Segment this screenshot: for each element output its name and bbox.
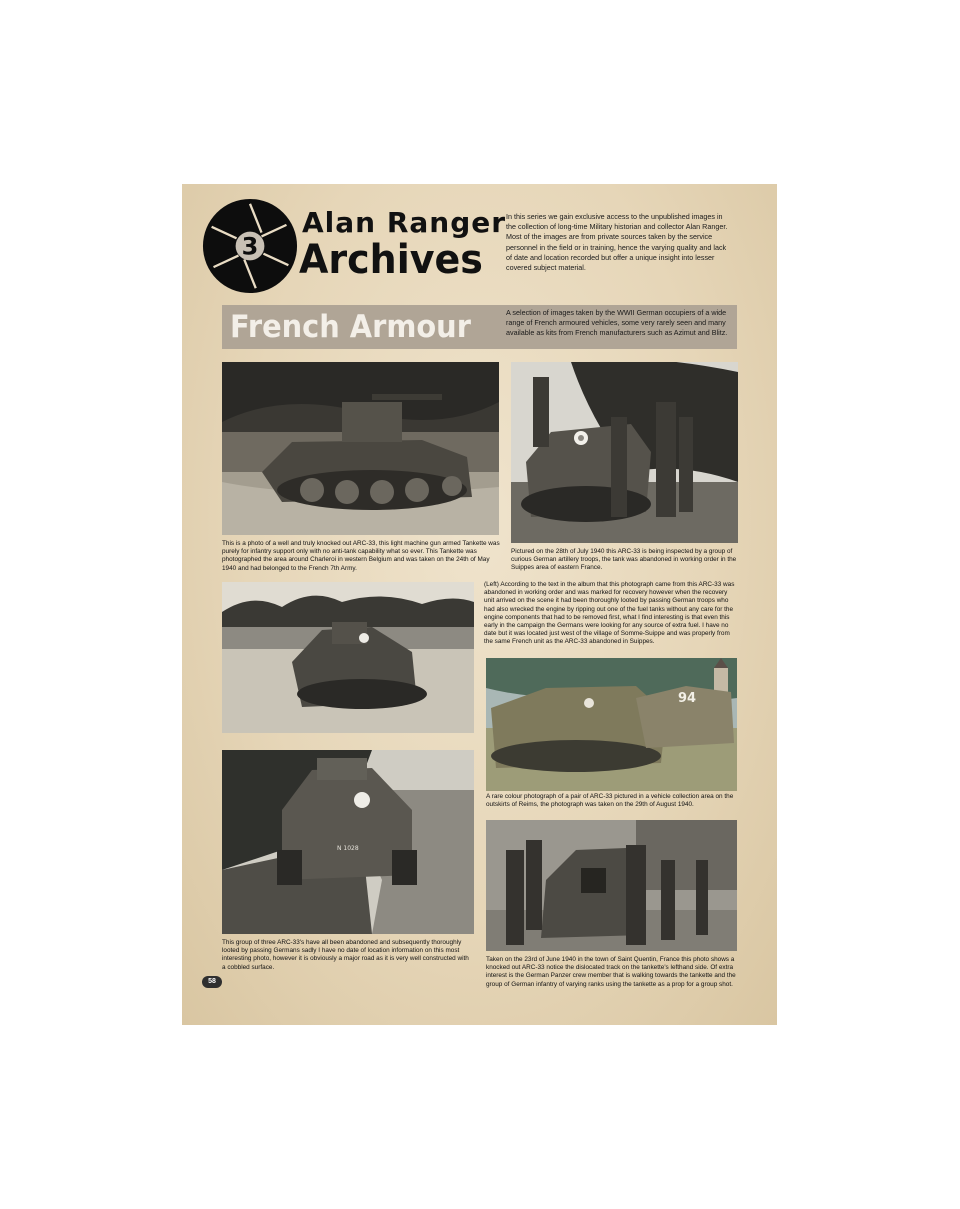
- section-title: French Armour: [230, 309, 471, 345]
- photo-colour-pair-reims: [486, 658, 737, 791]
- photo-three-tankettes-road: [222, 750, 474, 934]
- registration-plate: N 1028: [337, 845, 359, 852]
- badge-number: 3: [241, 232, 259, 261]
- caption-photo4: A rare colour photograph of a pair of ARC-33 pictured in a vehicle collection area on the outskirts of Reims, the photograph was taken on the 29th of August 1940.: [486, 793, 734, 809]
- photo-looted-tankette-field: [222, 582, 474, 733]
- series-title-bottom: Archives: [299, 237, 483, 283]
- photo-knocked-out-tankette: [222, 362, 499, 535]
- magazine-page: [182, 184, 777, 1025]
- tank-number: 94: [678, 691, 697, 706]
- caption-photo3: (Left) According to the text in the album that this photograph came from this ARC-33 was abandoned in working order and was marked for recovery however when the recovery unit arrived on the scene it had been thoroughly looted by passing German troops who had also wrecked the engine by ripping out one of the fuel tanks without any care for the engine components that had to be removed first, what I find interesting is that even this early in the campaign the Germans were looking for any source of extra fuel. I have no date but it was located just west of the village of Somme-Suippe and was properly from the same French unit as the ARC-33 abandoned in Suippes.: [484, 581, 735, 646]
- series-title-top: Alan Ranger: [302, 206, 507, 239]
- caption-photo6: Taken on the 23rd of June 1940 in the town of Saint Quentin, France this photo shows a knocked out ARC-33 notice the dislocated track on the tankette's lefthand side. Of extra interest is the German Panzer crew member that is walking towards the tankette and the group of German infantry of varying ranks using the tankette as a prop for a group shot.: [486, 956, 736, 988]
- photo-saint-quentin-group: [486, 820, 737, 951]
- caption-photo5: This group of three ARC-33's have all been abandoned and subsequently thoroughly looted by passing Germans sadly I have no date of location information on this most interesting photo, however it is obviously a major road as it is very well constructed with a cobbled surface.: [222, 939, 469, 971]
- section-description: A selection of images taken by the WWII German occupiers of a wide range of French armoured vehicles, some very rarely seen and many available as kits from French manufacturers such as Azimut and Blitz.: [506, 308, 728, 337]
- page-number: 58: [202, 976, 222, 988]
- caption-photo1: This is a photo of a well and truly knocked out ARC-33, this light machine gun armed Tankette was purely for infantry support only with no anti-tank capability what so ever. This Tankette was photographed the area around Charleroi in western Belgium and was taken on the 24th of May 1940 and had belonged to the French 7th Army.: [222, 540, 500, 572]
- intro-paragraph: In this series we gain exclusive access to the unpublished images in the collection of long-time Military historian and collector Alan Ranger. Most of the images are from private sources taken by the service personnel in the field or in training, hence the varying quality and lack of date and location recorded but offer a unique insight into lesser covered subject material.: [506, 212, 728, 273]
- caption-photo2: Pictured on the 28th of July 1940 this ARC-33 is being inspected by a group of curious German artillery troops, the tank was abandoned in working order in the Suippes area of eastern France.: [511, 548, 737, 572]
- photo-inspected-tankette: [511, 362, 738, 543]
- camera-aperture-icon: [202, 198, 298, 294]
